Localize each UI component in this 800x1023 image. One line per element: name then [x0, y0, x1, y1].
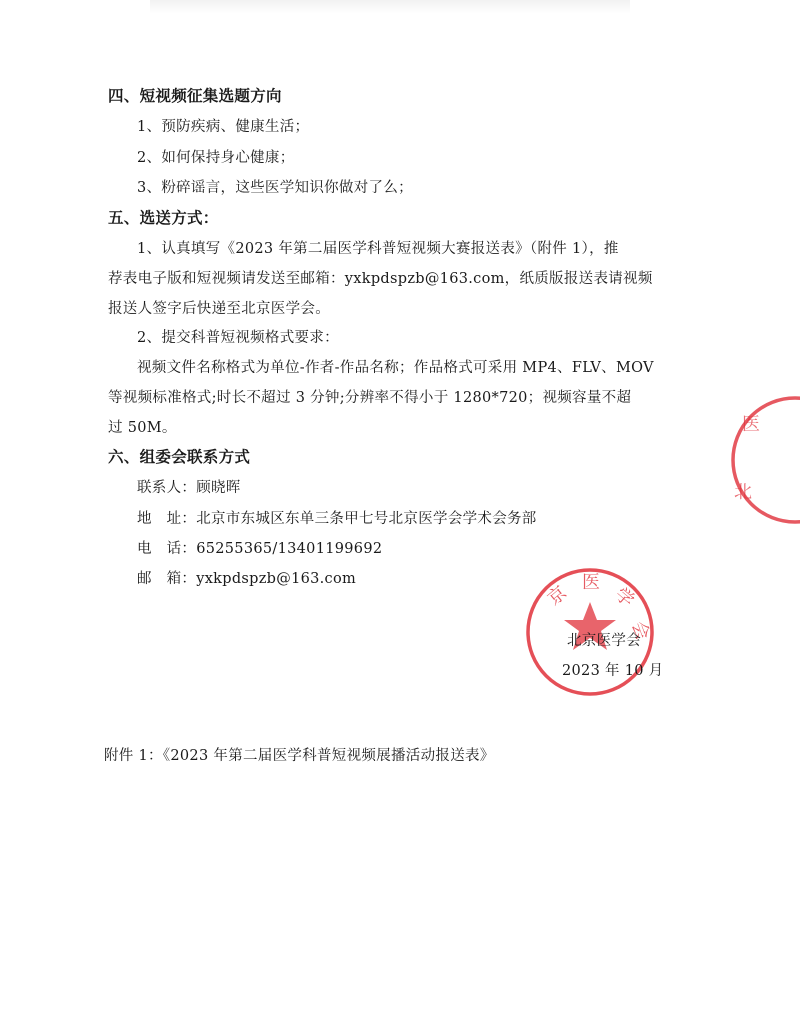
section-4-title: 四、短视频征集选题方向 — [108, 86, 282, 105]
svg-text:医: 医 — [582, 572, 600, 593]
section-4-item-2: 2、如何保持身心健康； — [137, 150, 295, 166]
section-5-title: 五、选送方式： — [108, 208, 219, 227]
contact-email: 邮 箱：yxkpdspzb@163.com — [137, 571, 357, 587]
svg-text:京: 京 — [543, 582, 572, 610]
section-5-para2-title: 2、提交科普短视频格式要求： — [137, 330, 339, 346]
contact-phone: 电 话：65255365/13401199692 — [137, 541, 383, 557]
svg-text:学: 学 — [610, 583, 639, 612]
signature-org: 北京医学会 — [567, 633, 641, 649]
section-5-para1-line2: 荐表电子版和短视频请发送至邮箱：yxkpdspzb@163.com，纸质版报送表请视频 — [108, 271, 653, 287]
section-4-item-1: 1、预防疾病、健康生活； — [137, 119, 310, 135]
svg-text:会: 会 — [627, 618, 654, 643]
section-5-para2-line3: 过 50M。 — [108, 420, 177, 436]
contact-address: 地 址：北京市东城区东单三条甲七号北京医学会学术会务部 — [137, 511, 537, 527]
section-5-para2-line2: 等视频标准格式;时长不超过 3 分钟;分辨率不得小于 1280*720；视频容量不超 — [108, 390, 632, 406]
scan-artifact — [150, 0, 630, 14]
signature-date: 2023 年 10 月 — [562, 663, 664, 679]
section-5-para2-line1: 视频文件名称格式为单位-作者-作品名称；作品格式可采用 MP4、FLV、MOV — [137, 360, 654, 376]
section-6-title: 六、组委会联系方式 — [108, 447, 251, 466]
section-5-para1-line3: 报送人签字后快递至北京医学会。 — [108, 301, 330, 317]
contact-person: 联系人：顾晓晖 — [137, 480, 241, 496]
section-4-item-3: 3、粉碎谣言，这些医学知识你做对了么； — [137, 180, 413, 196]
attachment-note: 附件 1：《2023 年第二届医学科普短视频展播活动报送表》 — [104, 748, 495, 764]
svg-text:北: 北 — [734, 482, 752, 503]
partial-seal-right-edge — [720, 380, 800, 550]
svg-text:医: 医 — [742, 414, 760, 435]
section-5-para1-line1: 1、认真填写《2023 年第二届医学科普短视频大赛报送表》（附件 1），推 — [137, 241, 619, 257]
